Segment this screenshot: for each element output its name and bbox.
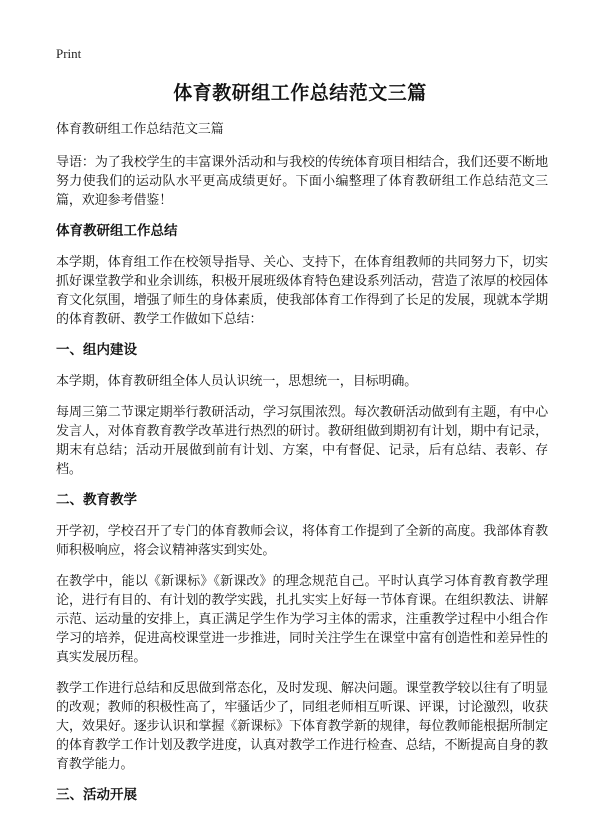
intro-paragraph: 导语：为了我校学生的丰富课外活动和与我校的传统体育项目相结合，我们还要不断地努力使我们的运动队水平更高成绩更好。下面小编整理了体育教研组工作总结范文三篇，欢迎参考借鉴！ <box>56 155 548 208</box>
teaching-paragraph-1: 开学初，学校召开了专门的体育教师会议，将体育工作提到了全新的高度。我部体育教师积极响应，将会议精神落实到实处。 <box>56 524 548 558</box>
team-building-paragraph-1: 本学期，体育教研组全体人员认识统一，思想统一，目标明确。 <box>56 374 418 389</box>
document-title: 体育教研组工作总结范文三篇 <box>173 82 427 104</box>
document-subtitle: 体育教研组工作总结范文三篇 <box>56 122 224 137</box>
heading-activities: 三、活动开展 <box>56 787 137 803</box>
teaching-paragraph-3: 教学工作进行总结和反思做到常态化，及时发现、解决问题。课堂教学较以往有了明显的改观；教师的积极性高了，牢骚话少了，同组老师相互听课、评课，讨论激烈，收获大，效果好。逐步认识和掌握《新课标》下体育教学新的规律，每位教师能根据所制定的体育教学工作计划及教学进度，认真对教学工作进行检查、总结，不断提高自身的教育教学能力。 <box>56 681 548 772</box>
team-building-paragraph-2: 每周三第二节课定期举行教研活动，学习氛围浓烈。每次教研活动做到有主题，有中心发言人，对体育教育教学改革进行热烈的研讨。教研组做到期初有计划，期中有记录，期末有总结；活动开展做到前有计划、方案，中有督促、记录，后有总结、表彰、存档。 <box>56 405 548 477</box>
heading-team-building: 一、组内建设 <box>56 342 137 358</box>
print-link[interactable]: Print <box>56 46 82 61</box>
section-title: 体育教研组工作总结 <box>56 223 178 239</box>
heading-teaching: 二、教育教学 <box>56 492 137 508</box>
teaching-paragraph-2: 在教学中，能以《新课标》《新课改》的理念规范自己。平时认真学习体育教育教学理论，进行有目的、有计划的教学实践，扎扎实实上好每一节体育课。在组织教法、讲解示范、运动量的安排上，真正满足学生作为学习主体的需求，注重教学过程中小组合作学习的培养，促进高校课堂进一步推进，同时关注学生在课堂中富有创造性和差异性的真实发展历程。 <box>56 574 548 665</box>
section-intro-paragraph: 本学期，体育组工作在校领导指导、关心、支持下，在体育组教师的共同努力下，切实抓好课堂教学和业余训练，积极开展班级体育特色建设系列活动，营造了浓厚的校园体育文化氛围，增强了师生的身体素质，使我部体育工作得到了长足的发展，现就本学期的体育教研、教学工作做如下总结： <box>56 255 548 327</box>
document-body <box>56 120 548 817</box>
